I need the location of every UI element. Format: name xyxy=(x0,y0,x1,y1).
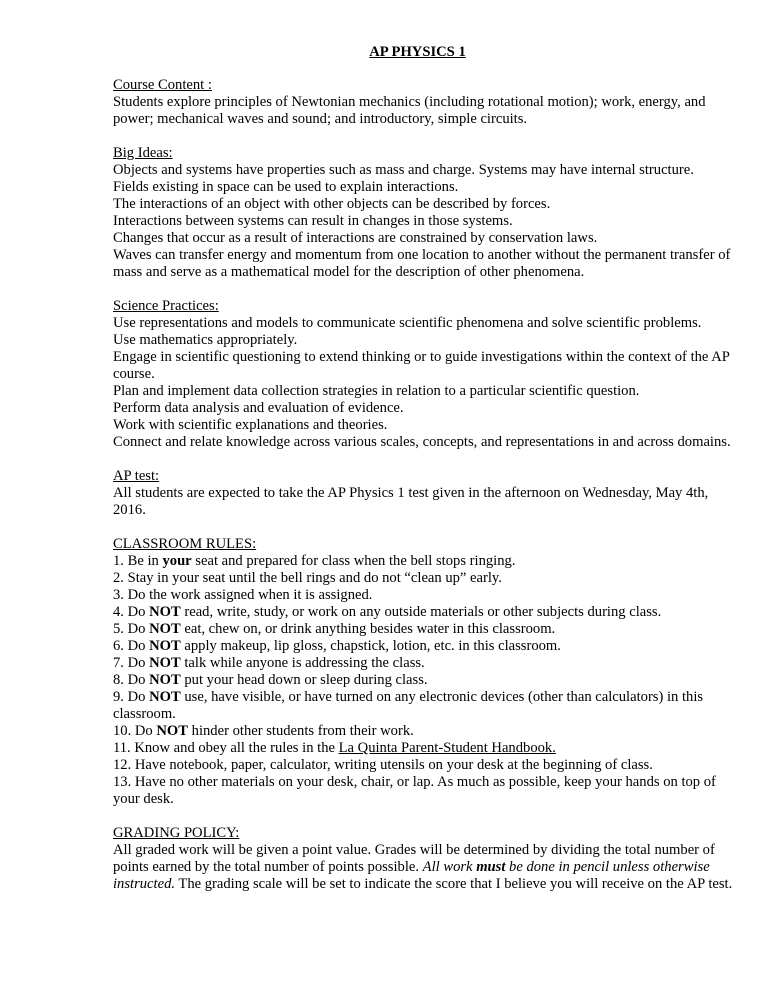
science-practice-item: Use representations and models to communicate scientific phenomena and solve scientific problems. xyxy=(113,315,702,331)
science-practice-item: Perform data analysis and evaluation of evidence. xyxy=(113,400,404,416)
big-idea-item: Changes that occur as a result of interactions are constrained by conservation laws. xyxy=(113,230,598,246)
big-idea-item: Fields existing in space can be used to explain interactions. xyxy=(113,179,459,195)
big-idea-item: Waves can transfer energy and momentum from one location to another without the permanent transfer of mass and serve as a mathematical model for the description of other phenomena. xyxy=(113,247,731,280)
course-content-text: Students explore principles of Newtonian mechanics (including rotational motion); work, energy, and power; mechanical waves and sound; and introductory, simple circuits. xyxy=(113,94,706,127)
science-practice-item: Use mathematics appropriately. xyxy=(113,332,298,348)
rule-item: 8. Do NOT put your head down or sleep during class. xyxy=(113,672,428,688)
grading-policy-text: All graded work will be given a point value. Grades will be determined by dividing the total number of points earned by the total number of points possible. All work must be done in pencil unless otherwise instructed. The grading scale will be set to indicate the score that I believe you will receive on the AP test. xyxy=(113,842,733,892)
science-practices-section xyxy=(113,298,742,451)
classroom-rules-section xyxy=(113,536,742,808)
science-practice-item: Plan and implement data collection strategies in relation to a particular scientific question. xyxy=(113,383,640,399)
ap-test-heading: AP test: xyxy=(113,468,160,484)
big-idea-item: Objects and systems have properties such as mass and charge. Systems may have internal structure. xyxy=(113,162,694,178)
course-content-heading: Course Content : xyxy=(113,77,212,93)
page-title: AP PHYSICS 1 xyxy=(369,44,466,60)
course-content-section xyxy=(113,77,742,128)
rule-item: 3. Do the work assigned when it is assigned. xyxy=(113,587,373,603)
classroom-rules-heading: CLASSROOM RULES: xyxy=(113,536,257,552)
science-practice-item: Work with scientific explanations and theories. xyxy=(113,417,388,433)
rule-item: 7. Do NOT talk while anyone is addressing the class. xyxy=(113,655,425,671)
rule-item: 1. Be in your seat and prepared for class when the bell stops ringing. xyxy=(113,553,516,569)
rule-item: 2. Stay in your seat until the bell rings and do not “clean up” early. xyxy=(113,570,502,586)
ap-test-text: All students are expected to take the AP Physics 1 test given in the afternoon on Wednesday, May 4th, 2016. xyxy=(113,485,709,518)
big-ideas-section xyxy=(113,145,742,281)
rule-item: 9. Do NOT use, have visible, or have turned on any electronic devices (other than calculators) in this classroom. xyxy=(113,689,704,722)
big-idea-item: Interactions between systems can result in changes in those systems. xyxy=(113,213,513,229)
handbook-reference: La Quinta Parent-Student Handbook. xyxy=(338,740,556,756)
grading-policy-section xyxy=(113,825,742,893)
rule-item: 12. Have notebook, paper, calculator, writing utensils on your desk at the beginning of class. xyxy=(113,757,653,773)
science-practice-item: Connect and relate knowledge across various scales, concepts, and representations in and across domains. xyxy=(113,434,731,450)
big-idea-item: The interactions of an object with other objects can be described by forces. xyxy=(113,196,551,212)
rule-item: 10. Do NOT hinder other students from their work. xyxy=(113,723,414,739)
science-practices-heading: Science Practices: xyxy=(113,298,219,314)
rule-item: 11. Know and obey all the rules in the La Quinta Parent-Student Handbook. xyxy=(113,740,556,756)
big-ideas-heading: Big Ideas: xyxy=(113,145,173,161)
grading-policy-heading: GRADING POLICY: xyxy=(113,825,240,841)
rule-item: 5. Do NOT eat, chew on, or drink anything besides water in this classroom. xyxy=(113,621,556,637)
rule-item: 4. Do NOT read, write, study, or work on any outside materials or other subjects during class. xyxy=(113,604,662,620)
rule-item: 6. Do NOT apply makeup, lip gloss, chapstick, lotion, etc. in this classroom. xyxy=(113,638,561,654)
science-practice-item: Engage in scientific questioning to extend thinking or to guide investigations within the context of the AP course. xyxy=(113,349,730,382)
rule-item: 13. Have no other materials on your desk, chair, or lap. As much as possible, keep your hands on top of your desk. xyxy=(113,774,716,807)
ap-test-section xyxy=(113,468,742,519)
